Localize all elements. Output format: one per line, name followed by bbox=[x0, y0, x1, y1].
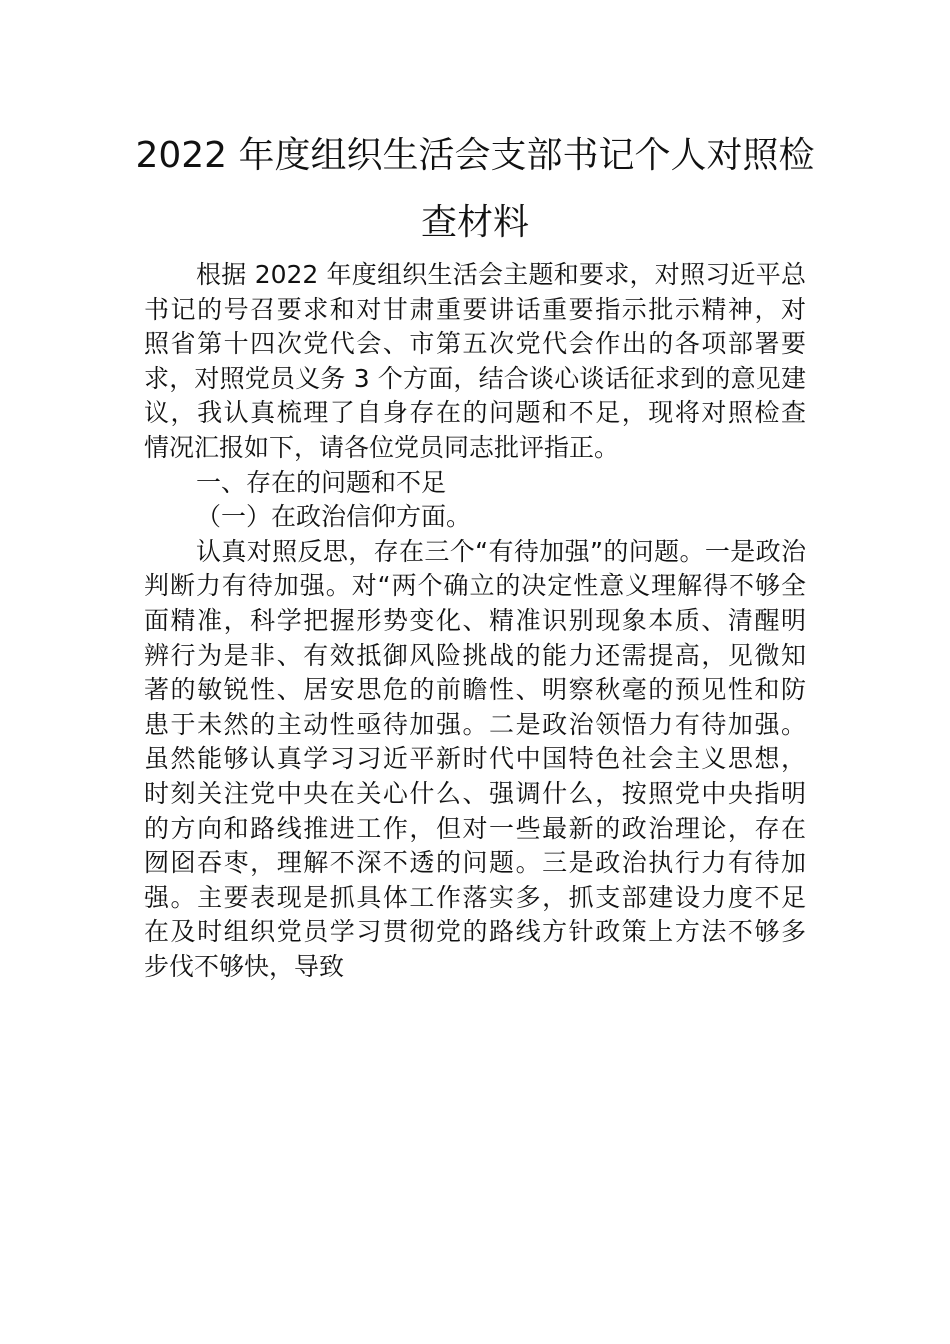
paragraph-line: 求，对照党员义务 3 个方面，结合谈心谈话征求到的意见建 bbox=[144, 363, 806, 393]
subsection-heading: （一）在政治信仰方面。 bbox=[196, 502, 472, 532]
paragraph-line: 根据 2022 年度组织生活会主题和要求，对照习近平总 bbox=[196, 260, 806, 289]
paragraph-line: 议，我认真梳理了自身存在的问题和不足，现将对照检查 bbox=[144, 398, 806, 428]
paragraph-line: 情况汇报如下，请各位党员同志批评指正。 bbox=[144, 432, 620, 462]
paragraph-line: 认真对照反思，存在三个“有待加强”的问题。一是政治 bbox=[196, 536, 806, 566]
paragraph-line: 著的敏锐性、居安思危的前瞻性、明察秋毫的预见性和防 bbox=[144, 675, 806, 705]
paragraph-line: 强。主要表现是抓具体工作落实多，抓支部建设力度不足 bbox=[144, 882, 806, 912]
section-heading: 一、存在的问题和不足 bbox=[196, 467, 447, 497]
paragraph-line: 步伐不够快，导致 bbox=[144, 951, 345, 981]
document-title-line-2: 查材料 bbox=[420, 202, 529, 243]
paragraph-line: 时刻关注党中央在关心什么、强调什么，按照党中央指明 bbox=[144, 778, 806, 808]
paragraph-line: 囫囵吞枣，理解不深不透的问题。三是政治执行力有待加 bbox=[144, 848, 806, 878]
document-title-line-1: 2022 年度组织生活会支部书记个人对照检 bbox=[135, 135, 815, 176]
paragraph-line: 在及时组织党员学习贯彻党的路线方针政策上方法不够多 bbox=[144, 917, 806, 947]
paragraph-line: 面精准，科学把握形势变化、精准识别现象本质、清醒明 bbox=[144, 605, 806, 635]
paragraph-line: 辨行为是非、有效抵御风险挑战的能力还需提高，见微知 bbox=[144, 640, 806, 670]
paragraph-line: 书记的号召要求和对甘肃重要讲话重要指示批示精神，对 bbox=[144, 294, 806, 324]
paragraph-line: 虽然能够认真学习习近平新时代中国特色社会主义思想， bbox=[144, 744, 806, 774]
document-body bbox=[144, 258, 806, 984]
paragraph-line: 判断力有待加强。对“两个确立的决定性意义理解得不够全 bbox=[144, 571, 806, 601]
paragraph-line: 照省第十四次党代会、市第五次党代会作出的各项部署要 bbox=[144, 329, 806, 359]
paragraph-line: 患于未然的主动性亟待加强。二是政治领悟力有待加强。 bbox=[144, 709, 806, 739]
paragraph-line: 的方向和路线推进工作，但对一些最新的政治理论，存在 bbox=[144, 813, 806, 843]
